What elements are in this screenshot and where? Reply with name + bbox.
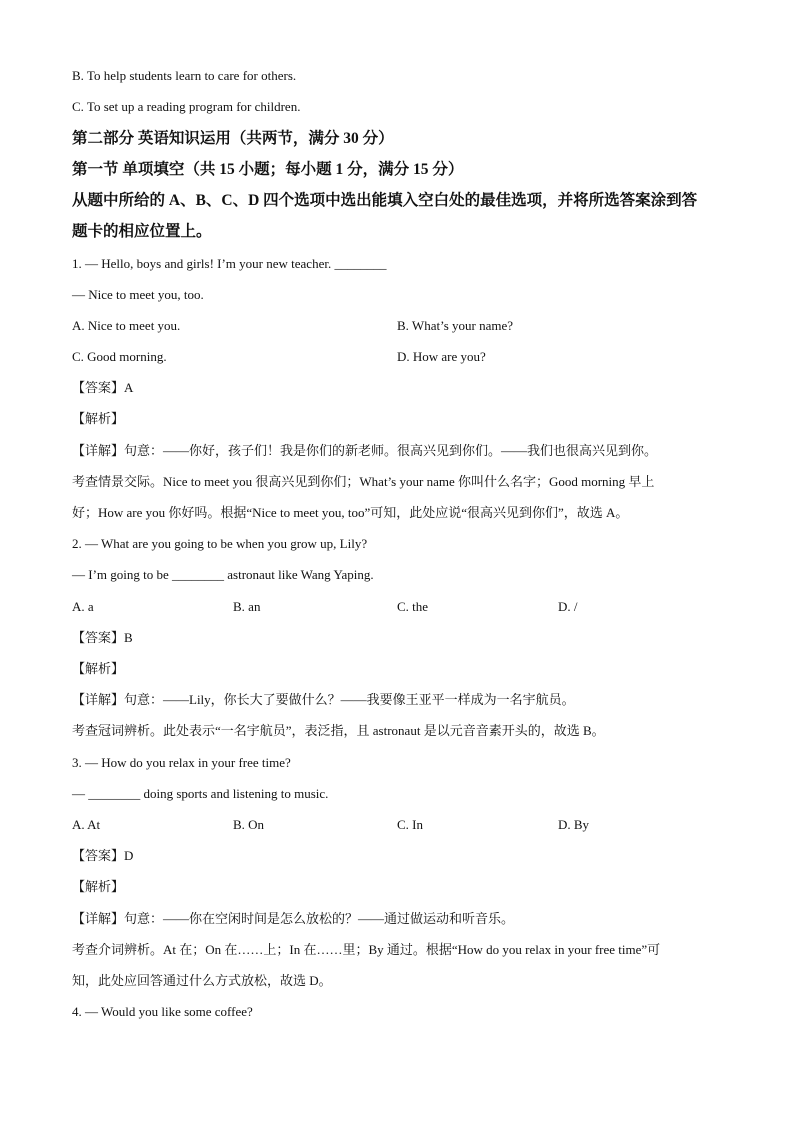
option-b-line: B. To help students learn to care for others. — [72, 68, 297, 83]
question-3: 3. — How do you relax in your free time? — [72, 755, 291, 770]
q3-detail-3: 知，此处应回答通过什么方式放松，故选 D。 — [72, 973, 332, 988]
q3-option-c: C. In — [397, 817, 423, 832]
q2-option-c: C. the — [397, 599, 429, 614]
q2-option-a: A. a — [72, 599, 94, 614]
question-3-reply: — ________ doing sports and listening to music. — [72, 786, 329, 801]
q1-option-d: D. How are you? — [397, 349, 486, 364]
q3-option-b: B. On — [233, 817, 265, 832]
question-4: 4. — Would you like some coffee? — [72, 1004, 253, 1019]
question-1: 1. — Hello, boys and girls! I’m your new teacher. ________ — [72, 256, 387, 271]
q3-answer: 【答案】D — [72, 848, 134, 863]
option-c-line: C. To set up a reading program for children. — [72, 99, 301, 114]
q2-detail-2: 考查冠词辨析。此处表示“一名宇航员”，表泛指，且 astronaut 是以元音音素开头的，故选 B。 — [72, 723, 605, 738]
q1-analysis-label: 【解析】 — [72, 411, 125, 426]
section-heading: 第一节 单项填空（共 15 小题；每小题 1 分，满分 15 分） — [72, 161, 464, 178]
q1-option-c: C. Good morning. — [72, 349, 167, 364]
q2-detail-1: 【详解】句意：——Lily，你长大了要做什么？——我要像王亚平一样成为一名宇航员。 — [72, 692, 575, 707]
q1-detail-3: 好；How are you 你好吗。根据“Nice to meet you, too”可知，此处应说“很高兴见到你们”，故选 A。 — [72, 505, 629, 520]
instruction-line-1: 从题中所给的 A、B、C、D 四个选项中选出能填入空白处的最佳选项，并将所选答案涂到答 — [72, 192, 698, 209]
q1-answer: 【答案】A — [72, 380, 134, 395]
q1-option-b: B. What’s your name? — [397, 318, 514, 333]
q2-option-d: D. / — [558, 599, 578, 614]
q2-answer: 【答案】B — [72, 630, 133, 645]
q2-analysis-label: 【解析】 — [72, 661, 125, 676]
q1-option-a: A. Nice to meet you. — [72, 318, 181, 333]
question-1-reply: — Nice to meet you, too. — [72, 287, 204, 302]
q3-analysis-label: 【解析】 — [72, 879, 125, 894]
q1-detail-1: 【详解】句意：——你好，孩子们！我是你们的新老师。很高兴见到你们。——我们也很高兴见到你。 — [72, 443, 658, 458]
q3-detail-1: 【详解】句意：——你在空闲时间是怎么放松的？——通过做运动和听音乐。 — [72, 911, 515, 926]
q3-detail-2: 考查介词辨析。At 在；On 在……上；In 在……里；By 通过。根据“How do you relax in your free time”可 — [72, 942, 661, 957]
q3-option-d: D. By — [558, 817, 590, 832]
part-heading: 第二部分 英语知识运用（共两节，满分 30 分） — [72, 130, 394, 147]
instruction-line-2: 题卡的相应位置上。 — [72, 223, 212, 240]
q2-option-b: B. an — [233, 599, 261, 614]
q3-option-a: A. At — [72, 817, 101, 832]
question-2: 2. — What are you going to be when you grow up, Lily? — [72, 536, 368, 551]
question-2-reply: — I’m going to be ________ astronaut like Wang Yaping. — [72, 567, 374, 582]
q1-detail-2: 考查情景交际。Nice to meet you 很高兴见到你们；What’s your name 你叫什么名字；Good morning 早上 — [72, 474, 655, 489]
